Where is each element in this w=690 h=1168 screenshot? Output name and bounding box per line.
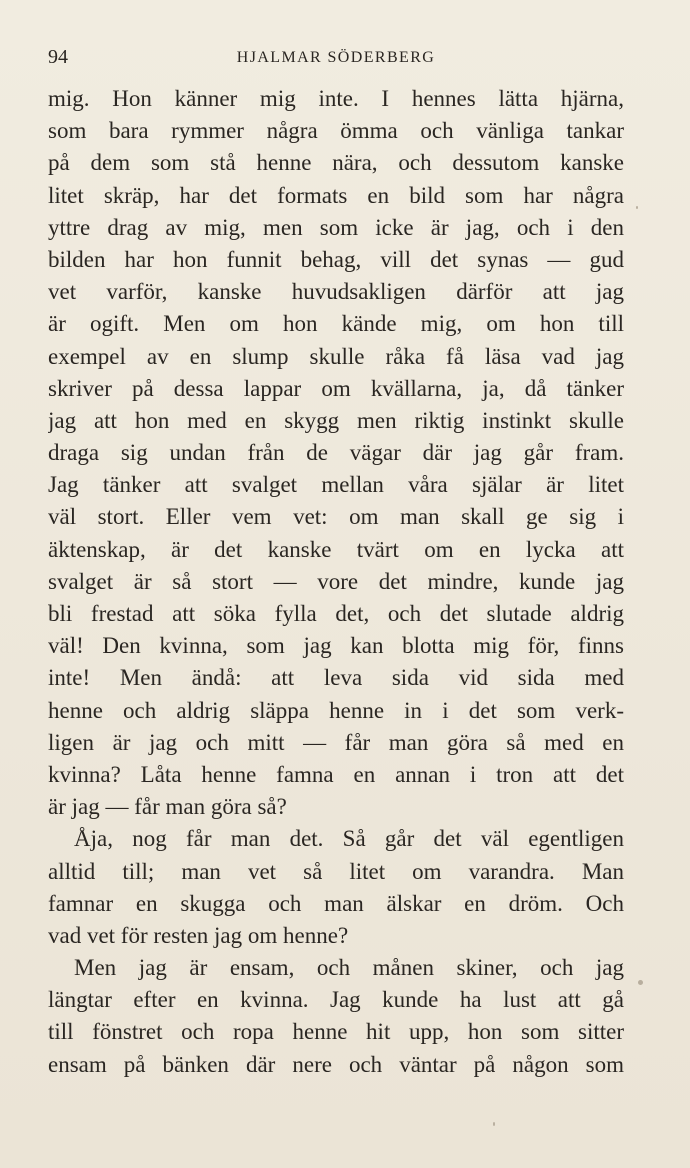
text-line: exempel av en slump skulle råka få läsa vad jag [48,343,624,369]
paper-speck [638,980,643,985]
text-line: draga sig undan från de vägar där jag går fram. [48,440,624,466]
text-line: som bara rymmer några ömma och vänliga tankar [48,118,624,144]
text-line: kvinna? Låta henne famna en annan i tron att det [48,761,624,787]
text-line: på dem som stå henne nära, och dessutom kanske [48,150,624,176]
text-line: är jag — får man göra så? [48,794,287,820]
text-line: bilden har hon funnit behag, vill det synas — gud [48,246,624,272]
text-line: yttre drag av mig, men som icke är jag, och i den [48,214,624,240]
text-line: Åja, nog får man det. Så går det väl egentligen [74,826,624,852]
text-line: Jag tänker att svalget mellan våra själar är litet [48,472,624,498]
text-line: famnar en skugga och man älskar en dröm. Och [48,890,624,916]
text-line: mig. Hon känner mig inte. I hennes lätta hjärna, [48,86,624,111]
text-line: jag att hon med en skygg men riktig instinkt skulle [48,407,624,433]
paper-speck [636,206,638,209]
text-line: svalget är så stort — vore det mindre, kunde jag [48,568,624,594]
running-head: HJALMAR SÖDERBERG [236,49,436,66]
text-line: är ogift. Men om hon kände mig, om hon till [48,311,624,337]
text-line: litet skräp, har det formats en bild som har några [48,182,624,208]
text-line: vad vet för resten jag om henne? [48,922,349,948]
body-text [48,83,624,1081]
page-header [48,46,624,76]
text-line: bli frestad att söka fylla det, och det slutade aldrig [48,601,624,626]
text-line: inte! Men ändå: att leva sida vid sida med [48,665,624,691]
text-line: vet varför, kanske huvudsakligen därför att jag [48,279,624,305]
text-line: väl stort. Eller vem vet: om man skall ge sig i [48,504,624,530]
text-line: till fönstret och ropa henne hit upp, hon som sitter [48,1019,624,1045]
text-line: henne och aldrig släppa henne in i det som verk- [48,697,624,723]
text-line: ligen är jag och mitt — får man göra så med en [48,729,624,755]
text-line: väl! Den kvinna, som jag kan blotta mig för, finns [48,633,624,659]
paper-speck [493,1122,495,1126]
text-line: längtar efter en kvinna. Jag kunde ha lust att gå [48,987,624,1013]
text-line: ensam på bänken där nere och väntar på någon som [48,1051,624,1077]
text-line: Men jag är ensam, och månen skiner, och jag [74,955,624,981]
page-number: 94 [48,46,68,68]
text-line: äktenskap, är det kanske tvärt om en lycka att [48,536,624,562]
text-line: skriver på dessa lappar om kvällarna, ja, då tänker [48,375,624,401]
text-line: alltid till; man vet så litet om varandra. Man [48,858,624,884]
